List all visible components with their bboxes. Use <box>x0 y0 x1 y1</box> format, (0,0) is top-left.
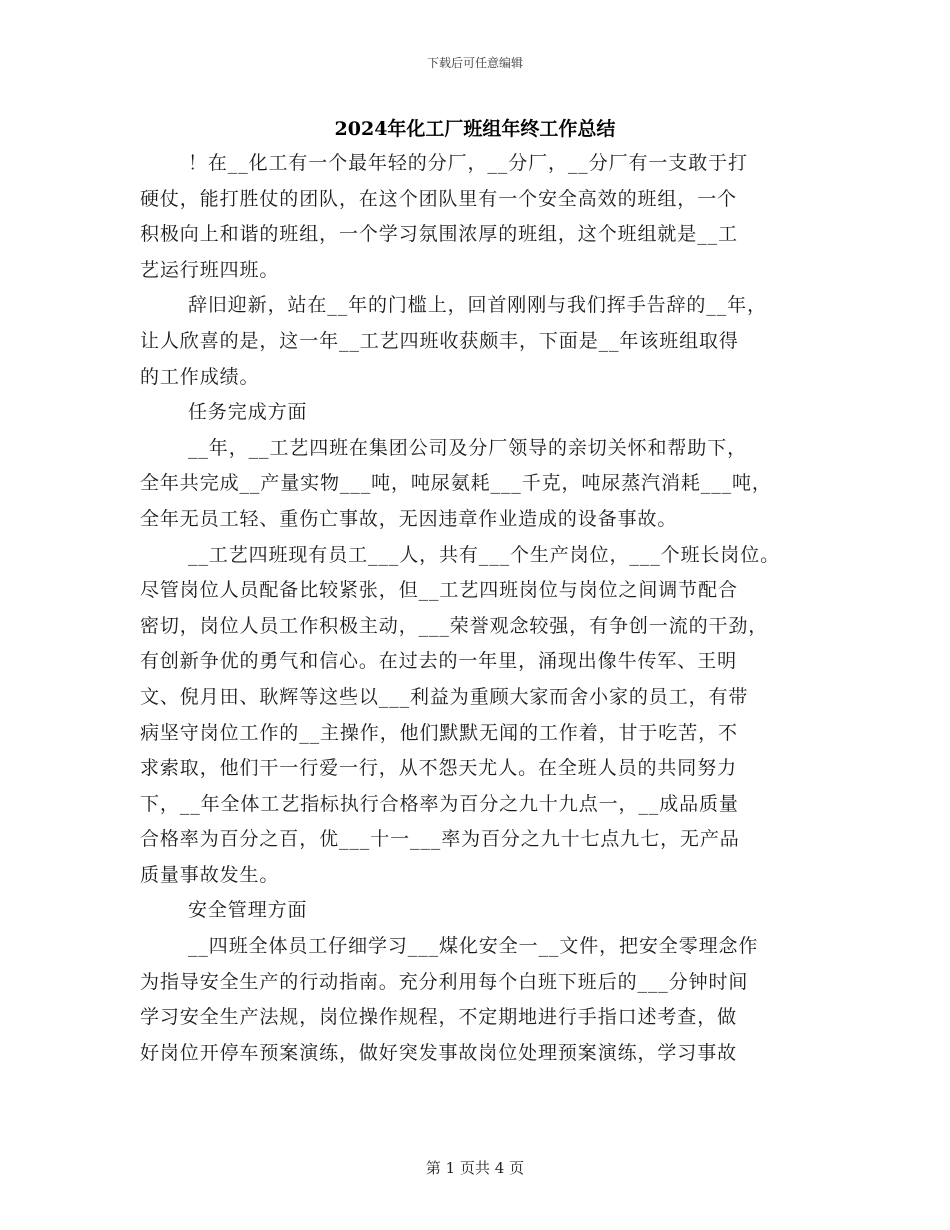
paragraph-line: 合格率为百分之百，优___十一___率为百分之九十七点九七，无产品 <box>140 828 740 851</box>
document-title: 2024年化工厂班组年终工作总结 <box>334 118 616 140</box>
document-body <box>140 146 800 1071</box>
paragraph-line: 尽管岗位人员配备比较紧张，但__工艺四班岗位与岗位之间调节配合 <box>140 579 738 602</box>
paragraph-line: 好岗位开停车预案演练，做好突发事故岗位处理预案演练，学习事故 <box>140 1041 738 1064</box>
paragraph-line: 积极向上和谐的班组，一个学习氛围浓厚的班组，这个班组就是__工 <box>140 223 738 246</box>
paragraph-line: 学习安全生产法规，岗位操作规程，不定期地进行手指口述考查，做 <box>140 1006 738 1029</box>
paragraph-line: 文、倪月田、耿辉等这些以___利益为重顾大家而舍小家的员工，有带 <box>140 685 749 708</box>
paragraph-line: 有创新争优的勇气和信心。在过去的一年里，涌现出像牛传军、王明 <box>140 650 738 673</box>
section-heading: 安全管理方面 <box>188 899 308 922</box>
paragraph-line: 硬仗，能打胜仗的团队，在这个团队里有一个安全高效的班组，一个 <box>140 187 738 210</box>
paragraph-line: 全年无员工轻、重伤亡事故，无因违章作业造成的设备事故。 <box>140 507 678 530</box>
paragraph-line: 艺运行班四班。 <box>140 258 280 281</box>
paragraph-line: 病坚守岗位工作的__主操作，他们默默无闻的工作着，甘于吃苦，不 <box>140 721 738 744</box>
paragraph-line: 的工作成绩。 <box>140 365 260 388</box>
section-heading: 任务完成方面 <box>188 401 308 424</box>
paragraph-line: __工艺四班现有员工___人，共有___个生产岗位，___个班长岗位。 <box>188 543 781 566</box>
paragraph-line: 求索取，他们干一行爱一行，从不怨天尤人。在全班人员的共同努力 <box>140 757 738 780</box>
paragraph-line: __年，__工艺四班在集团公司及分厂领导的亲切关怀和帮助下， <box>188 436 748 459</box>
page-number: 第 1 页共 4 页 <box>425 1159 525 1177</box>
paragraph-line: __四班全体员工仔细学习___煤化安全一__文件，把安全零理念作 <box>188 935 759 958</box>
paragraph-line: 下，__年全体工艺指标执行合格率为百分之九十九点一，__成品质量 <box>140 792 739 815</box>
header-note: 下载后可任意编辑 <box>426 56 523 70</box>
paragraph-line: 质量事故发生。 <box>140 863 280 886</box>
paragraph-line: 密切，岗位人员工作积极主动，___荣誉观念较强，有争创一流的干劲， <box>140 614 769 637</box>
paragraph-line: 全年共完成__产量实物___吨，吨尿氨耗___千克，吨尿蒸汽消耗___吨， <box>140 472 772 495</box>
paragraph-line: 让人欣喜的是，这一年__工艺四班收获颇丰，下面是__年该班组取得 <box>140 329 739 352</box>
paragraph-line: ！在__化工有一个最年轻的分厂，__分厂，__分厂有一支敢于打 <box>188 152 748 174</box>
paragraph-line: 辞旧迎新，站在__年的门槛上，回首刚刚与我们挥手告辞的__年， <box>188 294 767 317</box>
paragraph-line: 为指导安全生产的行动指南。充分利用每个白班下班后的___分钟时间 <box>140 970 749 993</box>
